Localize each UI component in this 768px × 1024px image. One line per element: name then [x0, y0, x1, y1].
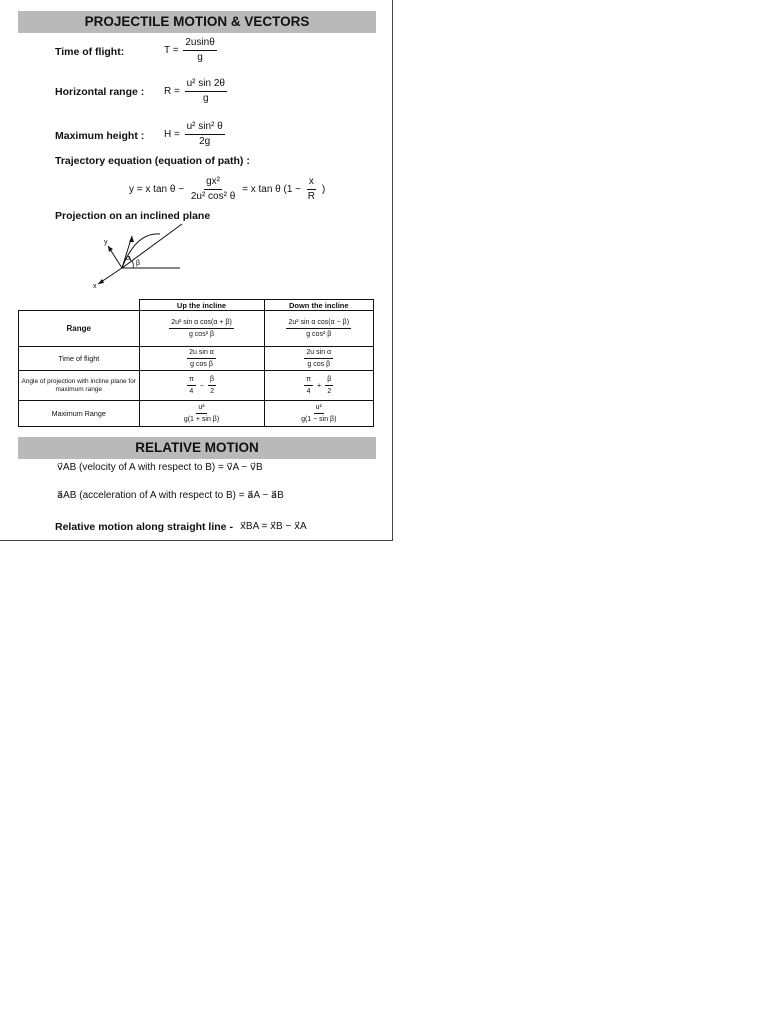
cell-numerator: 2u² sin α cos(α − β) — [286, 318, 351, 329]
cell-numerator: 2u sin α — [304, 348, 333, 359]
row-label-range: Range — [19, 311, 140, 347]
cell-denominator: g cos² β — [306, 331, 332, 338]
cell-numerator: β — [208, 375, 216, 386]
cell-denominator: g(1 + sin β) — [183, 416, 220, 423]
relative-acceleration-formula: a⃗AB (acceleration of A with respect to B) = a⃗A − a⃗B — [57, 490, 284, 501]
inclined-plane-table — [18, 299, 374, 427]
cell-denominator: g cos β — [307, 361, 331, 368]
formula-lhs: T = — [164, 45, 179, 57]
table-row — [19, 371, 374, 401]
cell-numerator: u² — [196, 403, 206, 414]
straight-line-formula: x⃗BA = x⃗B − x⃗A — [240, 521, 307, 532]
time-of-flight-formula — [164, 37, 219, 64]
diagram-beta-label: β — [136, 260, 141, 267]
diagram-alpha-label: α — [126, 255, 131, 262]
table-header-empty — [19, 300, 140, 311]
inclined-plane-label: Projection on an inclined plane — [55, 210, 211, 222]
row-label-angle: Angle of projection with incline plane for maximum range — [19, 371, 140, 401]
table-header-down: Down the incline — [264, 300, 374, 311]
formula-part: ) — [321, 184, 326, 196]
cell-numerator: β — [325, 375, 333, 386]
inclined-plane-diagram — [88, 222, 198, 292]
cell-range-down — [264, 311, 374, 347]
cell-denominator: 4 — [189, 388, 194, 395]
cell-angle-down — [264, 371, 374, 401]
cell-maxrange-up — [139, 401, 264, 427]
cell-time-down — [264, 347, 374, 371]
cell-denominator: g cos β — [190, 361, 213, 368]
cell-denominator: g(1 − sin β) — [301, 416, 337, 423]
cell-numerator: 2u sin α — [187, 348, 216, 359]
row-label-time-of-flight: Time of flight — [19, 347, 140, 371]
table-header-row — [19, 300, 374, 311]
cell-numerator: π — [187, 375, 196, 386]
formula-denominator: 2u² cos² θ — [190, 191, 236, 202]
formula-lhs: R = — [164, 86, 180, 98]
cell-numerator: u² — [314, 403, 324, 414]
cell-time-up — [139, 347, 264, 371]
cell-denominator: g cos² β — [188, 331, 215, 338]
formula-part: y = x tan θ − — [129, 184, 185, 196]
formula-numerator: 2usinθ — [183, 37, 216, 51]
formula-numerator: u² sin 2θ — [185, 78, 227, 92]
formula-denominator: g — [203, 93, 209, 104]
diagram-x-label: x — [93, 283, 97, 290]
trajectory-label: Trajectory equation (equation of path) : — [55, 155, 250, 167]
cell-denominator: 4 — [306, 388, 311, 395]
maximum-height-label: Maximum height : — [55, 130, 145, 142]
formula-denominator: g — [197, 52, 203, 63]
formula-denominator: R — [307, 191, 316, 202]
horizontal-range-label: Horizontal range : — [55, 86, 145, 98]
formula-denominator: 2g — [199, 136, 211, 147]
cell-operator: − — [199, 380, 204, 390]
formula-numerator: x — [307, 176, 316, 190]
cell-denominator: 2 — [210, 388, 214, 395]
cell-range-up — [139, 311, 264, 347]
cell-numerator: 2u² sin α cos(α + β) — [169, 318, 234, 329]
formula-sheet-page — [0, 0, 393, 541]
cell-denominator: 2 — [327, 388, 332, 395]
straight-line-label: Relative motion along straight line - — [55, 521, 233, 533]
trajectory-formula — [129, 176, 325, 203]
formula-numerator: gx² — [204, 176, 222, 190]
relative-section-header: RELATIVE MOTION — [18, 437, 376, 459]
cell-maxrange-down — [264, 401, 374, 427]
table-row — [19, 347, 374, 371]
cell-numerator: π — [304, 375, 313, 386]
projectile-section-header: PROJECTILE MOTION & VECTORS — [18, 11, 376, 33]
formula-lhs: H = — [164, 129, 180, 141]
formula-part: = x tan θ (1 − — [242, 184, 302, 196]
table-header-up: Up the incline — [139, 300, 264, 311]
row-label-maximum-range: Maximum Range — [19, 401, 140, 427]
table-row — [19, 401, 374, 427]
formula-numerator: u² sin² θ — [185, 121, 225, 135]
relative-velocity-formula: v⃗AB (velocity of A with respect to B) = v⃗A − v⃗B — [57, 462, 263, 473]
time-of-flight-label: Time of flight: — [55, 46, 125, 58]
table-row — [19, 311, 374, 347]
horizontal-range-formula — [164, 78, 229, 105]
cell-operator: + — [317, 380, 322, 390]
maximum-height-formula — [164, 121, 227, 148]
diagram-y-label: y — [104, 239, 108, 246]
cell-angle-up — [139, 371, 264, 401]
